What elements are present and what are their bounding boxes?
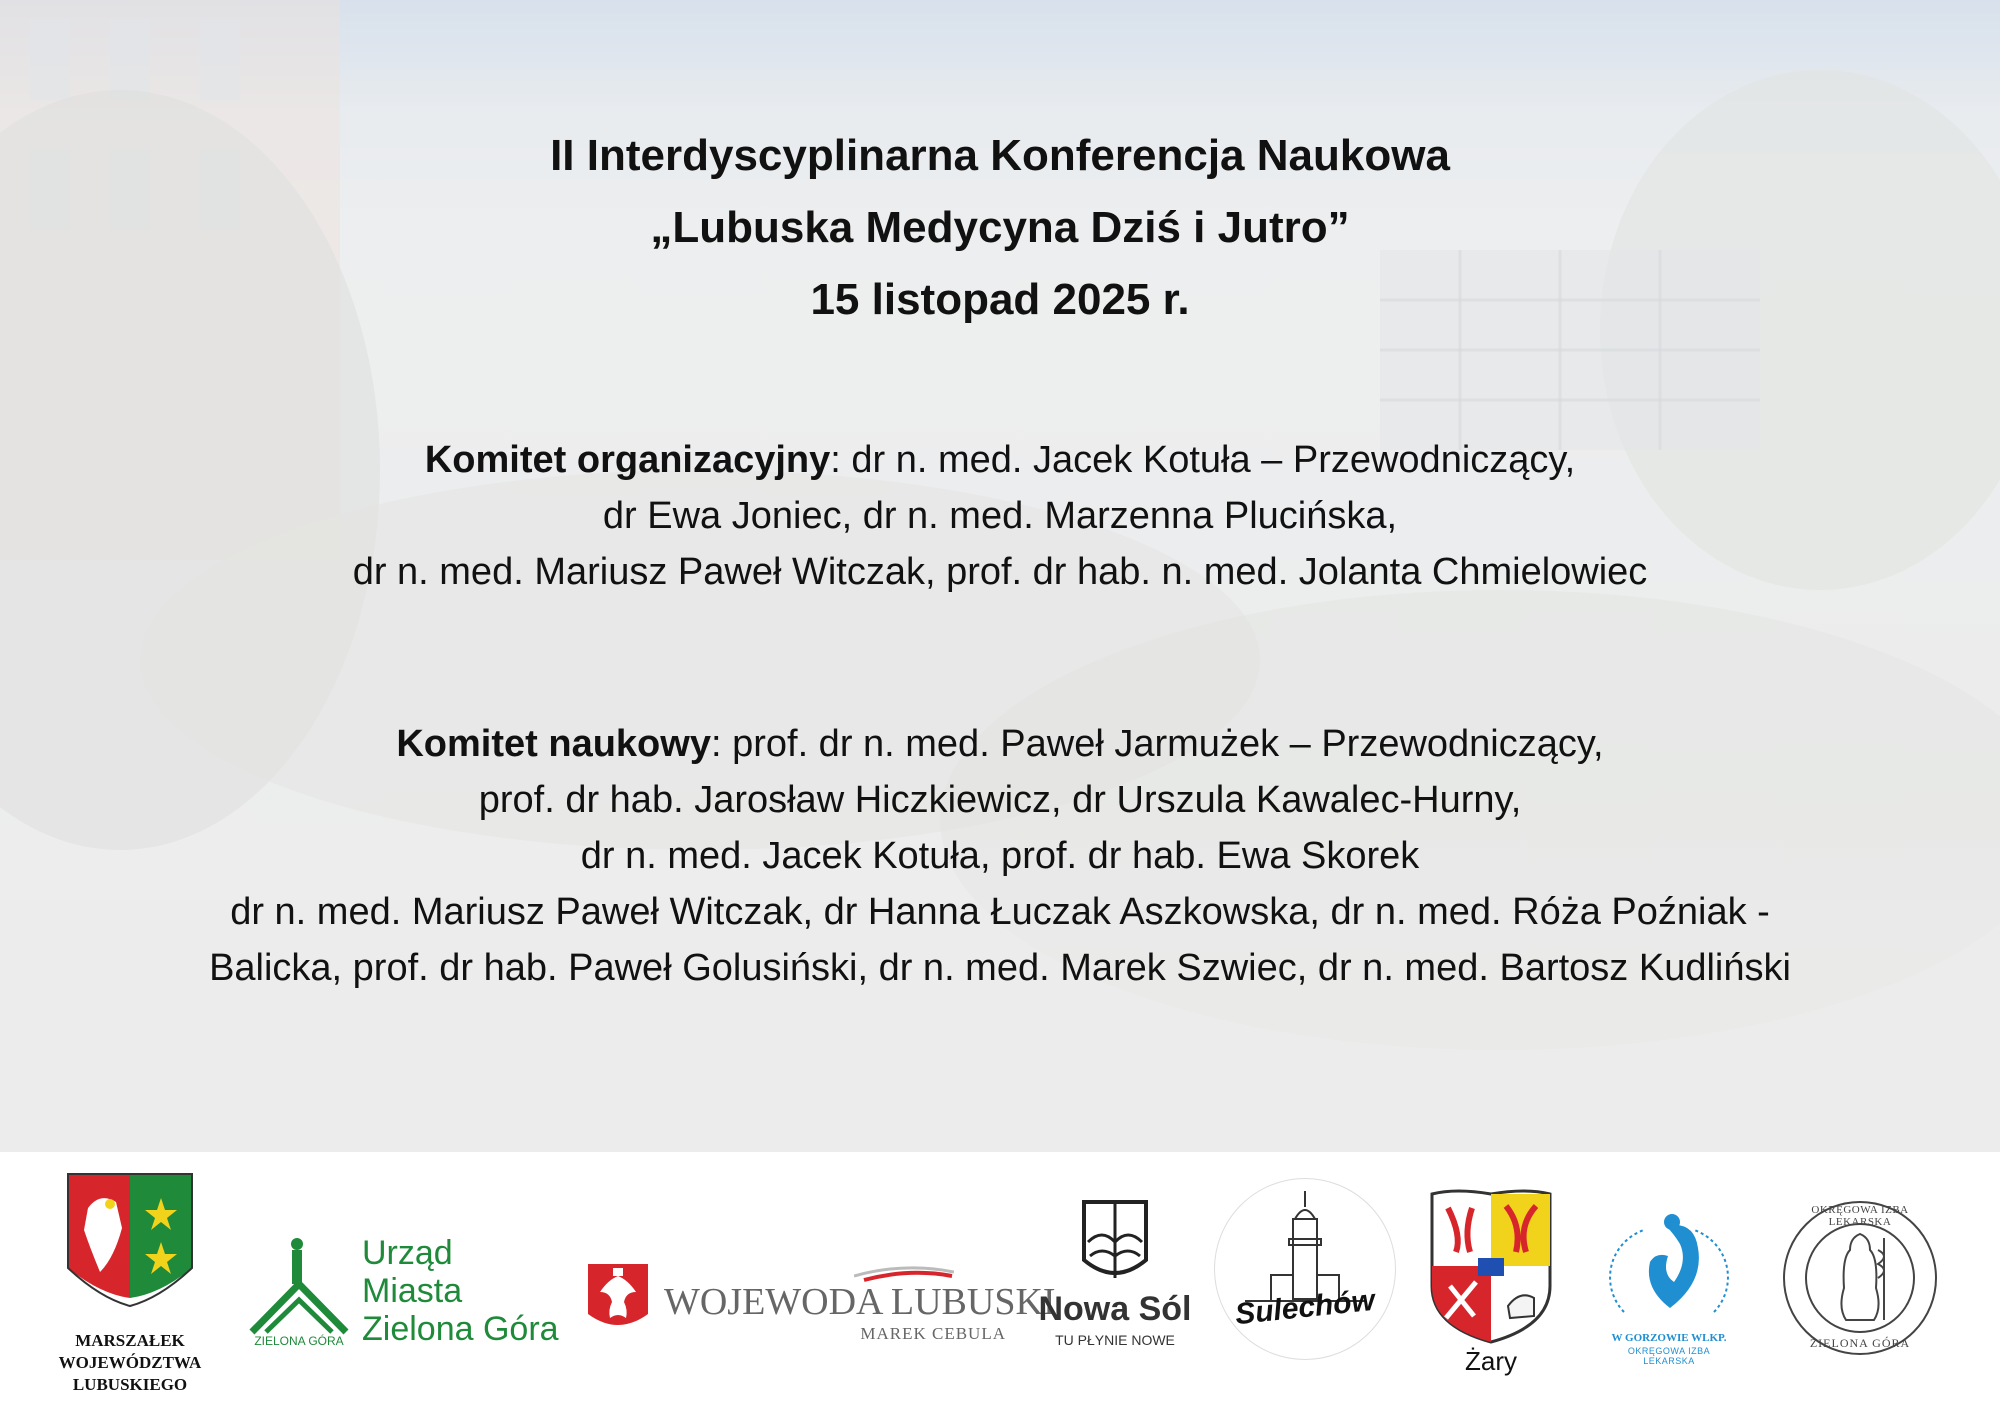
partner-logos-footer	[0, 1152, 2000, 1414]
scientific-line-3: dr n. med. Jacek Kotuła, prof. dr hab. Ewa Skorek	[580, 835, 1420, 877]
marszalek-line-3: LUBUSKIEGO	[72, 1375, 188, 1394]
scientific-committee	[0, 716, 2000, 996]
zary-coat-of-arms-icon	[1426, 1186, 1556, 1346]
urzad-line-1: Urząd	[362, 1234, 453, 1272]
organizing-line-3: dr n. med. Mariusz Paweł Witczak, prof. dr hab. n. med. Jolanta Chmielowiec	[352, 551, 1648, 593]
marszalek-logo	[40, 1168, 220, 1406]
marszalek-line-1: MARSZAŁEK	[75, 1331, 185, 1350]
sulechow-label: Sulechów	[1233, 1283, 1377, 1332]
sulechow-tower-icon	[1215, 1179, 1395, 1359]
urzad-small-caption: ZIELONA GÓRA	[254, 1334, 344, 1348]
organizing-committee	[0, 432, 2000, 600]
oil-gorzow-label: OKRĘGOWA IZBA LEKARSKA	[1627, 1346, 1711, 1366]
urzad-line-3: Zielona Góra	[362, 1310, 559, 1348]
oil-zielona-gora-bottom-label: ZIELONA GÓRA	[1809, 1336, 1911, 1350]
nowa-sol-subtitle: TU PŁYNIE NOWE	[1055, 1332, 1175, 1348]
oil-gorzow-emblem-icon	[1604, 1212, 1734, 1332]
urzad-line-2: Miasta	[362, 1272, 463, 1310]
wojewoda-subtitle: MAREK CEBULA	[860, 1324, 1006, 1343]
scientific-line-5: Balicka, prof. dr hab. Paweł Golusiński, dr n. med. Marek Szwiec, dr n. med. Bartosz Kudliński	[209, 947, 1791, 989]
conference-title: II Interdyscyplinarna Konferencja Naukowa	[550, 131, 1450, 180]
polish-eagle-icon	[586, 1262, 650, 1336]
scientific-line-2: prof. dr hab. Jarosław Hiczkiewicz, dr Urszula Kawalec-Hurny,	[478, 779, 1522, 821]
sulechow-logo	[1214, 1178, 1396, 1360]
conference-subtitle: „Lubuska Medycyna Dziś i Jutro”	[650, 203, 1350, 252]
organizing-line-1: Komitet organizacyjny: dr n. med. Jacek Kotuła – Przewodniczący,	[424, 439, 1576, 481]
scientific-label: Komitet naukowy	[396, 723, 711, 765]
wojewoda-logo	[586, 1262, 1056, 1352]
zary-label: Żary	[1465, 1346, 1517, 1376]
wojewoda-label: WOJEWODA LUBUSKI	[664, 1281, 1056, 1323]
oil-zielona-gora-top-label: OKRĘGOWA IZBA LEKARSKA	[1811, 1204, 1909, 1228]
organizing-label: Komitet organizacyjny	[424, 439, 831, 481]
marszalek-line-2: WOJEWÓDZTWA	[58, 1353, 202, 1372]
zary-logo	[1426, 1186, 1556, 1376]
nowa-sol-label: Nowa Sól	[1038, 1290, 1192, 1328]
conference-date: 15 listopad 2025 r.	[810, 275, 1190, 324]
scientific-line-4: dr n. med. Mariusz Paweł Witczak, dr Hanna Łuczak Aszkowska, dr n. med. Róża Poźniak -	[230, 891, 1770, 933]
nowa-sol-emblem-icon	[1080, 1198, 1150, 1288]
conference-header	[0, 120, 2000, 336]
scientific-line-1: Komitet naukowy: prof. dr n. med. Paweł Jarmużek – Przewodniczący,	[396, 723, 1604, 765]
oil-gorzow-subtitle: W GORZOWIE WLKP.	[1611, 1332, 1727, 1344]
zielona-gora-icon	[244, 1232, 354, 1342]
oil-zielona-gora-logo	[1780, 1198, 1940, 1358]
nowa-sol-logo	[1030, 1198, 1200, 1358]
lubuskie-coat-of-arms-icon	[40, 1168, 220, 1316]
organizing-line-2: dr Ewa Joniec, dr n. med. Marzenna Plucińska,	[602, 495, 1398, 537]
oil-gorzow-logo	[1604, 1212, 1734, 1366]
urzad-miasta-logo	[244, 1232, 574, 1382]
